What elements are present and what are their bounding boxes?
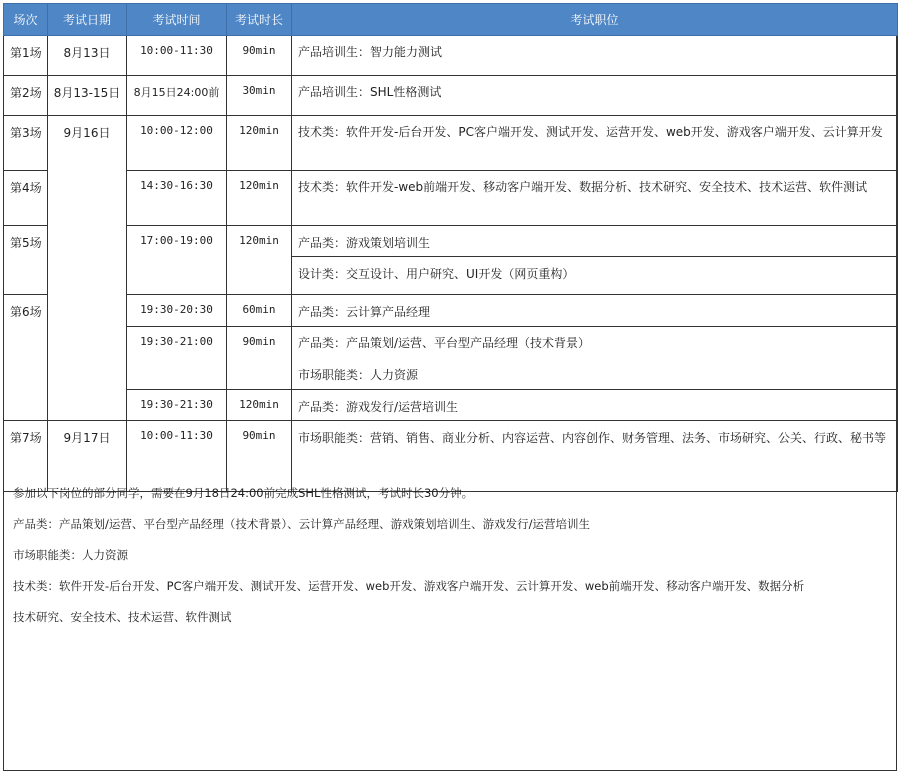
session-cell: 第6场 xyxy=(4,295,48,421)
duration-cell: 120min xyxy=(227,116,292,171)
time-cell: 8月15日24:00前 xyxy=(127,76,227,116)
position-text: 技术类：软件开发-后台开发、PC客户端开发、测试开发、运营开发、web开发、游戏客户端开发、云计算开发 xyxy=(298,125,883,139)
session-cell: 第7场 xyxy=(4,421,48,492)
position-text: 设计类：交互设计、用户研究、UI开发（网页重构） xyxy=(298,267,575,281)
position-cell xyxy=(292,226,898,295)
time-cell: 19:30-21:00 xyxy=(127,327,227,390)
position-text: 产品类：游戏发行/运营培训生 xyxy=(298,400,459,414)
time-cell: 10:00-11:30 xyxy=(127,421,227,492)
duration-cell: 120min xyxy=(227,226,292,295)
duration-cell: 120min xyxy=(227,171,292,226)
header-date: 考试日期 xyxy=(48,4,127,36)
notes-section xyxy=(3,477,897,771)
table-row xyxy=(4,76,898,116)
header-row xyxy=(4,4,898,36)
position-text: 产品培训生：SHL性格测试 xyxy=(298,85,442,99)
duration-cell: 60min xyxy=(227,295,292,327)
table-row xyxy=(4,116,898,171)
date-cell: 9月16日 xyxy=(48,116,127,421)
duration-cell: 90min xyxy=(227,327,292,390)
position-text: 市场职能类：营销、销售、商业分析、内容运营、内容创作、财务管理、法务、市场研究、公关、行政、秘书等 xyxy=(298,431,887,445)
notes-product: 产品类：产品策划/运营、平台型产品经理（技术背景）、云计算产品经理、游戏策划培训生、游戏发行/运营培训生 xyxy=(13,517,590,531)
header-duration: 考试时长 xyxy=(227,4,292,36)
time-cell: 14:30-16:30 xyxy=(127,171,227,226)
position-cell xyxy=(292,295,898,327)
table-row xyxy=(4,36,898,76)
notes-tech: 技术类：软件开发-后台开发、PC客户端开发、测试开发、运营开发、web开发、游戏客户端开发、云计算开发、web前端开发、移动客户端开发、数据分析 xyxy=(13,579,805,593)
position-text: 产品类：游戏策划培训生 xyxy=(292,226,897,257)
duration-cell: 30min xyxy=(227,76,292,116)
date-cell: 8月13-15日 xyxy=(48,76,127,116)
table-row xyxy=(4,295,898,327)
duration-cell: 90min xyxy=(227,421,292,492)
position-cell xyxy=(292,36,898,76)
time-cell: 10:00-12:00 xyxy=(127,116,227,171)
position-text: 产品培训生：智力能力测试 xyxy=(298,45,443,59)
position-text: 产品类：产品策划/运营、平台型产品经理（技术背景） xyxy=(298,336,591,350)
date-cell: 8月13日 xyxy=(48,36,127,76)
header-session: 场次 xyxy=(4,4,48,36)
session-cell: 第4场 xyxy=(4,171,48,226)
table-row xyxy=(4,327,898,390)
session-cell: 第5场 xyxy=(4,226,48,295)
table-row xyxy=(4,226,898,295)
duration-cell: 120min xyxy=(227,390,292,421)
session-cell: 第2场 xyxy=(4,76,48,116)
duration-cell: 90min xyxy=(227,36,292,76)
exam-schedule-table xyxy=(3,3,898,492)
notes-tech-cont: 技术研究、安全技术、技术运营、软件测试 xyxy=(13,610,232,624)
table-row xyxy=(4,390,898,421)
notes-intro: 参加以下岗位的部分同学，需要在9月18日24:00前完成SHL性格测试，考试时长30分钟。 xyxy=(13,486,474,500)
date-cell: 9月17日 xyxy=(48,421,127,492)
position-cell xyxy=(292,390,898,421)
time-cell: 17:00-19:00 xyxy=(127,226,227,295)
position-text: 技术类：软件开发-web前端开发、移动客户端开发、数据分析、技术研究、安全技术、技术运营、软件测试 xyxy=(298,180,868,194)
notes-market: 市场职能类：人力资源 xyxy=(13,548,128,562)
time-cell: 19:30-20:30 xyxy=(127,295,227,327)
table-row xyxy=(4,171,898,226)
header-position: 考试职位 xyxy=(292,4,898,36)
position-cell xyxy=(292,76,898,116)
position-cell xyxy=(292,327,898,390)
position-text: 产品类：云计算产品经理 xyxy=(298,305,431,319)
position-cell xyxy=(292,171,898,226)
session-cell: 第3场 xyxy=(4,116,48,171)
session-cell: 第1场 xyxy=(4,36,48,76)
time-cell: 10:00-11:30 xyxy=(127,36,227,76)
time-cell: 19:30-21:30 xyxy=(127,390,227,421)
position-text: 市场职能类：人力资源 xyxy=(298,368,419,382)
header-time: 考试时间 xyxy=(127,4,227,36)
position-cell xyxy=(292,116,898,171)
